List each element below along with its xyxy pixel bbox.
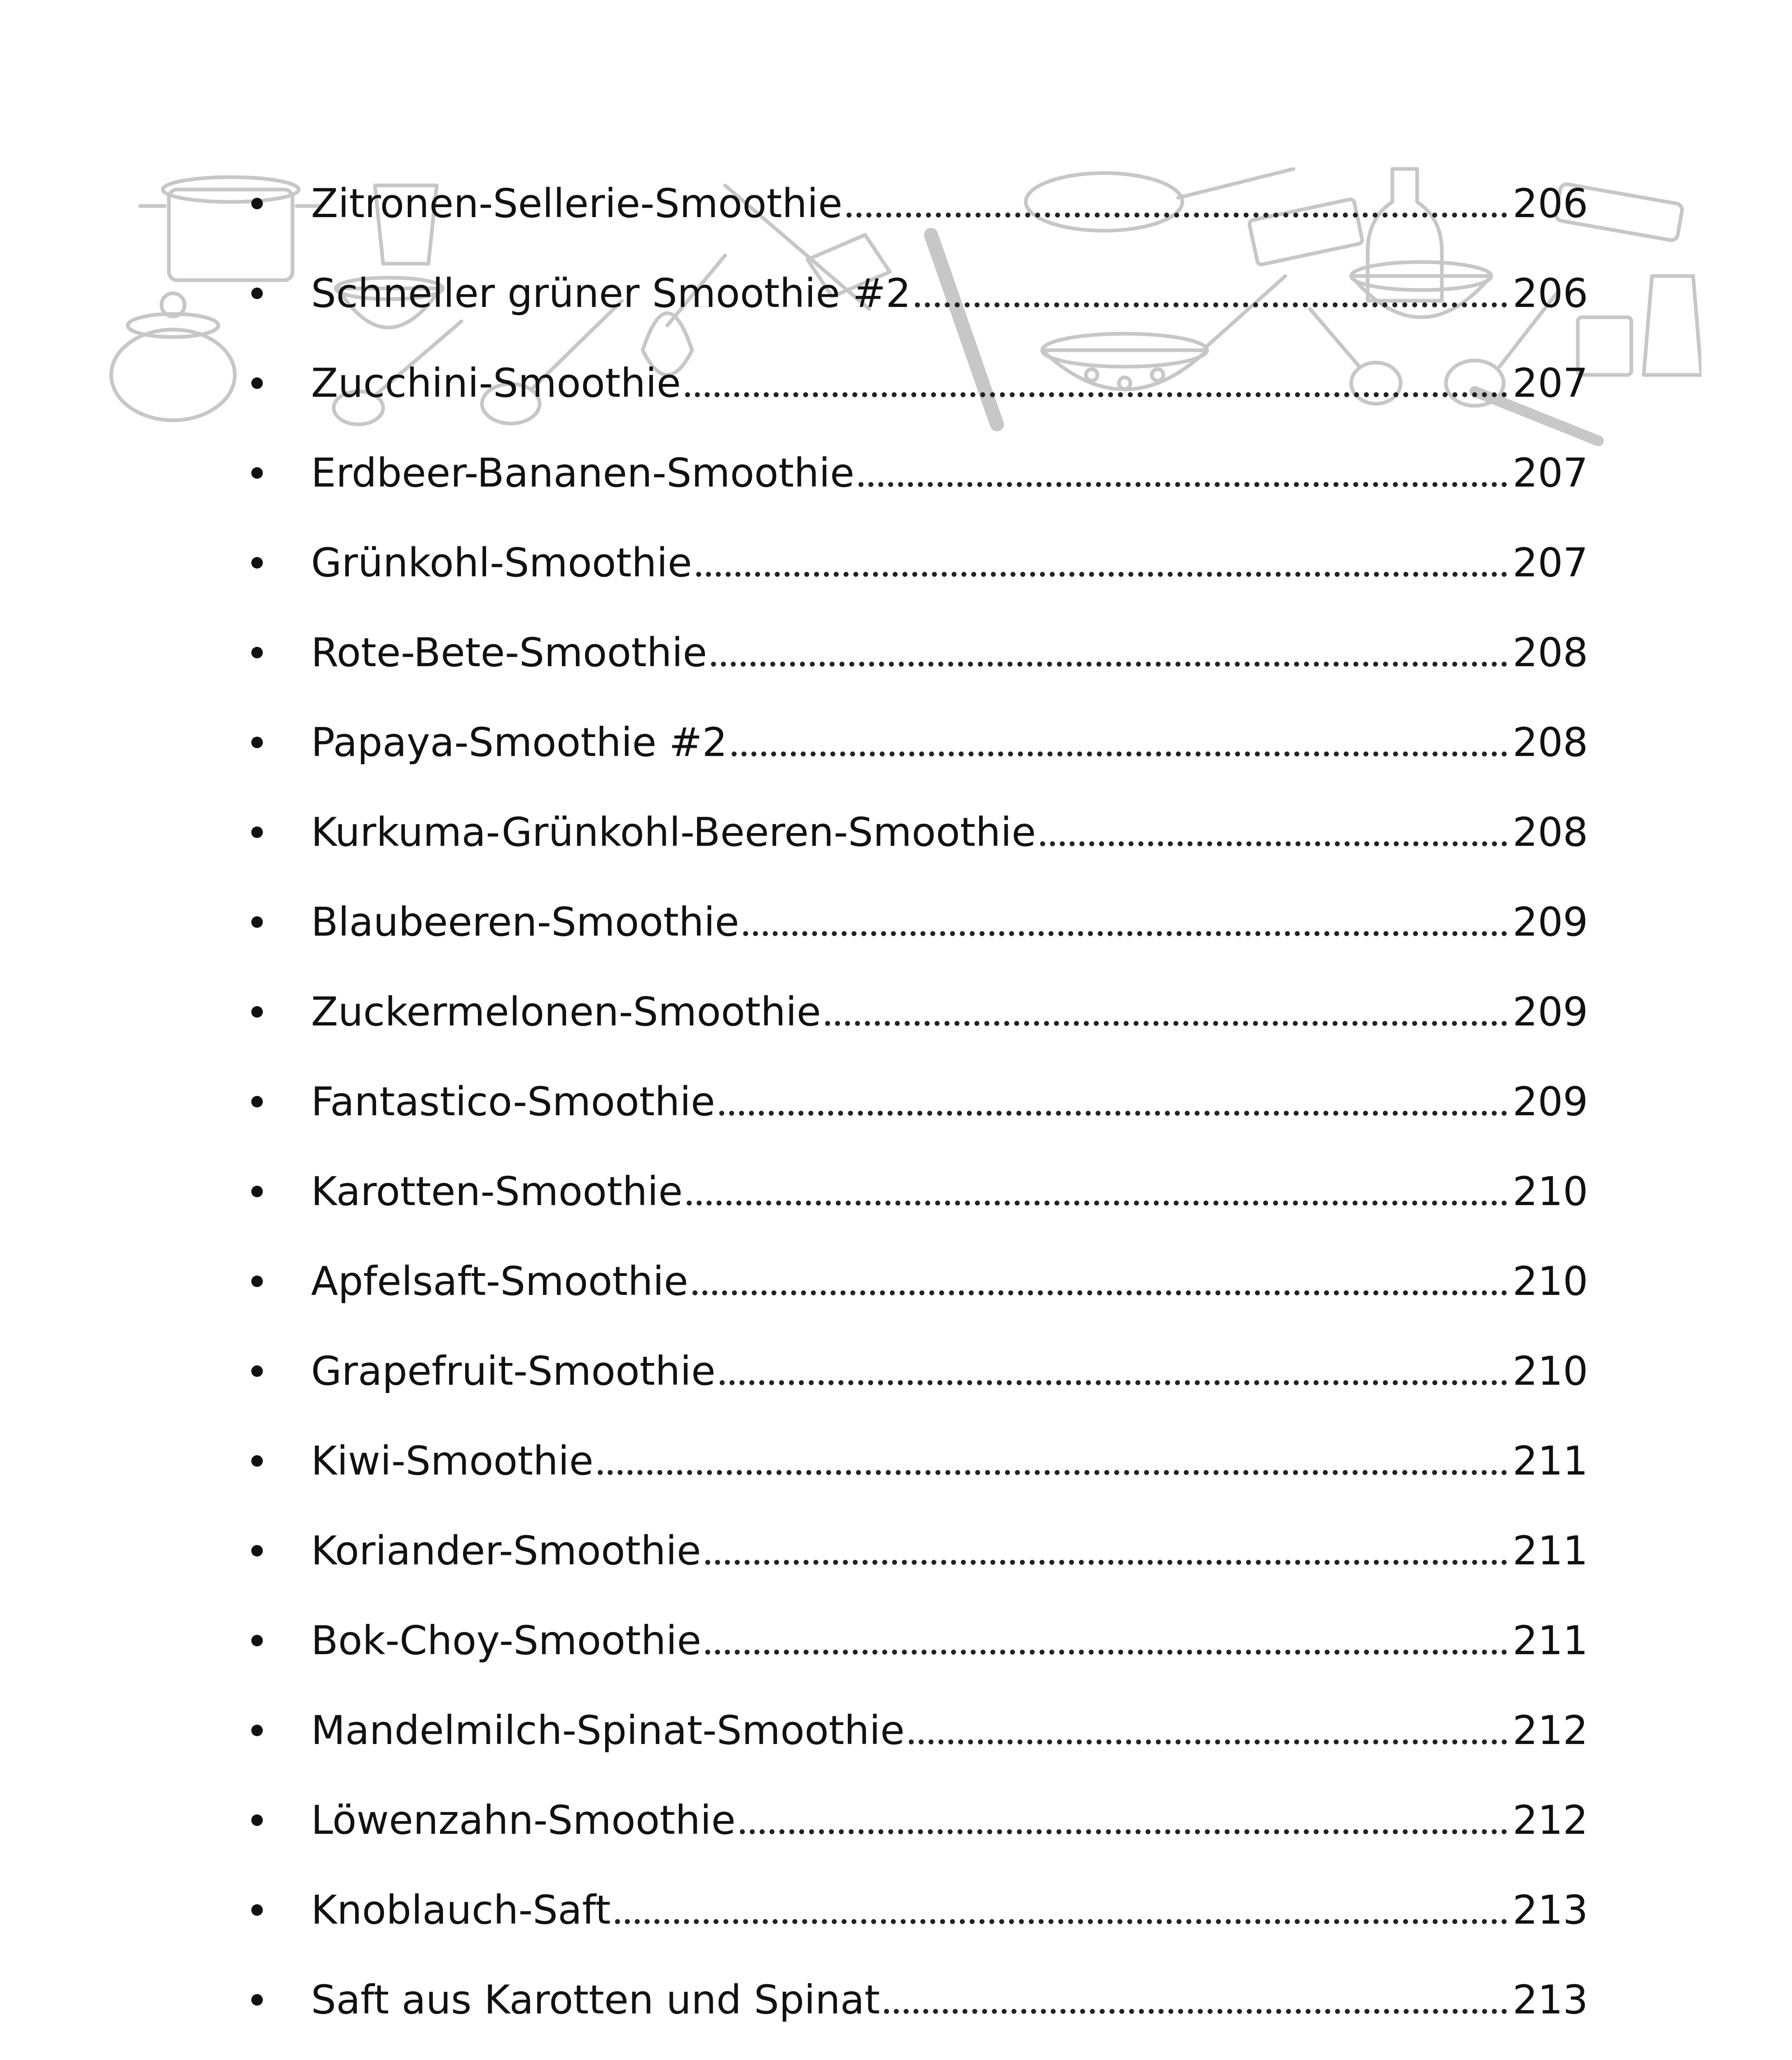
toc-entry[interactable] [241,518,1588,608]
toc-entry-line [311,428,1588,518]
bullet-icon [251,1096,263,1107]
toc-entry-title: Grünkohl-Smoothie [311,540,692,586]
toc-entry-title: Karotten-Smoothie [311,1168,683,1215]
dot-leader [732,751,1507,756]
toc-entry-title: Zucchini-Smoothie [311,360,681,406]
dot-leader [720,1380,1507,1385]
toc-entry-title: Knoblauch-Saft [311,1887,611,1933]
toc-entry[interactable] [241,1596,1588,1685]
toc-entry[interactable] [241,338,1588,428]
toc-entry-page-number: 213 [1512,1887,1588,1933]
toc-entry-title: Fantastico-Smoothie [311,1079,715,1125]
toc-entry[interactable] [241,1057,1588,1147]
dot-leader [598,1470,1507,1475]
bullet-icon [251,1814,263,1826]
toc-entry[interactable] [241,1506,1588,1596]
toc-entry-page-number: 212 [1512,1707,1588,1753]
dot-leader [696,572,1507,577]
bullet-icon [251,916,263,928]
toc-entry-line [311,159,1588,248]
dot-leader [859,482,1507,487]
toc-entry-page-number: 208 [1512,809,1588,855]
toc-entry-page-number: 207 [1512,450,1588,496]
toc-entry-line [311,1596,1588,1685]
toc-entry[interactable] [241,2045,1588,2060]
toc-entry-line [311,1416,1588,1506]
toc-entry-line [311,518,1588,608]
toc-entry-line [311,248,1588,338]
toc-entry-page-number: 209 [1512,989,1588,1035]
toc-entry-line [311,967,1588,1057]
toc-entry-title: Saft aus Karotten und Spinat [311,1977,880,2023]
bullet-icon [251,1904,263,1916]
bullet-icon [251,826,263,838]
toc-entry-title: Zuckermelonen-Smoothie [311,989,821,1035]
toc-entry-page-number: 207 [1512,360,1588,406]
toc-entry-line [311,787,1588,877]
toc-entry-line [311,1506,1588,1596]
toc-entry-title: Kurkuma-Grünkohl-Beeren-Smoothie [311,809,1036,855]
toc-entry[interactable] [241,698,1588,787]
toc-entry-title: Löwenzahn-Smoothie [311,1797,736,1843]
bullet-icon [251,1725,263,1736]
toc-entry-line [311,1147,1588,1236]
toc-entry-page-number: 210 [1512,1168,1588,1215]
dot-leader [705,1650,1507,1655]
table-of-contents [241,159,1588,2060]
dot-leader [743,931,1507,936]
toc-entry[interactable] [241,877,1588,967]
bullet-icon [251,557,263,569]
dot-leader [692,1290,1507,1295]
toc-entry-page-number: 207 [1512,540,1588,586]
bullet-icon [251,1365,263,1377]
toc-entry-title: Kiwi-Smoothie [311,1438,594,1484]
toc-entry-line [311,2045,1588,2060]
bullet-icon [251,1276,263,1287]
toc-entry-page-number: 209 [1512,1079,1588,1125]
toc-entry-line [311,698,1588,787]
toc-entry-title: Bok-Choy-Smoothie [311,1618,702,1664]
toc-entry[interactable] [241,1236,1588,1326]
toc-entry-page-number: 210 [1512,1348,1588,1394]
toc-entry[interactable] [241,1775,1588,1865]
dot-leader [825,1021,1507,1026]
dot-leader [740,1829,1507,1834]
toc-entry-line [311,1326,1588,1416]
toc-entry-page-number: 208 [1512,630,1588,676]
toc-entry[interactable] [241,1955,1588,2045]
toc-entry[interactable] [241,248,1588,338]
dot-leader [847,213,1507,218]
toc-entry-title: Blaubeeren-Smoothie [311,899,739,945]
toc-entry-title: Rote-Bete-Smoothie [311,630,707,676]
toc-entry-line [311,1775,1588,1865]
toc-entry-line [311,1955,1588,2045]
toc-entry-page-number: 211 [1512,1528,1588,1574]
toc-entry-title: Schneller grüner Smoothie #2 [311,270,911,316]
dot-leader [687,1201,1507,1206]
toc-entry-page-number: 210 [1512,1258,1588,1304]
bullet-icon [251,1455,263,1467]
toc-entry-title: Apfelsaft-Smoothie [311,1258,688,1304]
bullet-icon [251,1545,263,1557]
dot-leader [884,2009,1507,2014]
toc-entry-title: Mandelmilch-Spinat-Smoothie [311,1707,905,1753]
toc-entry[interactable] [241,1326,1588,1416]
bullet-icon [251,377,263,389]
toc-entry-page-number: 206 [1512,180,1588,227]
dot-leader [685,392,1507,397]
toc-entry-page-number: 209 [1512,899,1588,945]
toc-entry-page-number: 211 [1512,1618,1588,1664]
toc-entry-line [311,1057,1588,1147]
toc-entry[interactable] [241,428,1588,518]
toc-entry[interactable] [241,1685,1588,1775]
toc-entry-page-number: 211 [1512,1438,1588,1484]
bullet-icon [251,288,263,299]
bullet-icon [251,467,263,479]
bullet-icon [251,1186,263,1197]
dot-leader [915,302,1507,307]
dot-leader [615,1919,1507,1924]
toc-entry-line [311,877,1588,967]
toc-entry-line [311,1865,1588,1955]
bullet-icon [251,1994,263,2006]
toc-entry[interactable] [241,967,1588,1057]
bullet-icon [251,1006,263,1018]
toc-entry-page-number: 212 [1512,1797,1588,1843]
toc-entry-title: Koriander-Smoothie [311,1528,701,1574]
toc-entry[interactable] [241,608,1588,698]
toc-entry-title: Papaya-Smoothie #2 [311,719,728,765]
bullet-icon [251,647,263,658]
dot-leader [711,662,1507,667]
toc-entry-line [311,1685,1588,1775]
dot-leader [1040,841,1507,846]
dot-leader [909,1739,1507,1744]
dot-leader [719,1111,1507,1116]
toc-entry[interactable] [241,1865,1588,1955]
toc-entry-page-number: 213 [1512,1977,1588,2023]
bullet-icon [251,1635,263,1646]
toc-entry-line [311,1236,1588,1326]
bullet-icon [251,198,263,209]
toc-entry-page-number: 206 [1512,270,1588,316]
toc-entry[interactable] [241,1147,1588,1236]
toc-entry[interactable] [241,787,1588,877]
toc-entry-title: Zitronen-Sellerie-Smoothie [311,180,842,227]
bullet-icon [251,737,263,748]
toc-entry-line [311,608,1588,698]
toc-entry-title: Grapefruit-Smoothie [311,1348,716,1394]
toc-entry-title: Erdbeer-Bananen-Smoothie [311,450,854,496]
dot-leader [705,1560,1507,1565]
toc-entry[interactable] [241,1416,1588,1506]
toc-entry-line [311,338,1588,428]
toc-entry-page-number: 208 [1512,719,1588,765]
toc-entry[interactable] [241,159,1588,248]
